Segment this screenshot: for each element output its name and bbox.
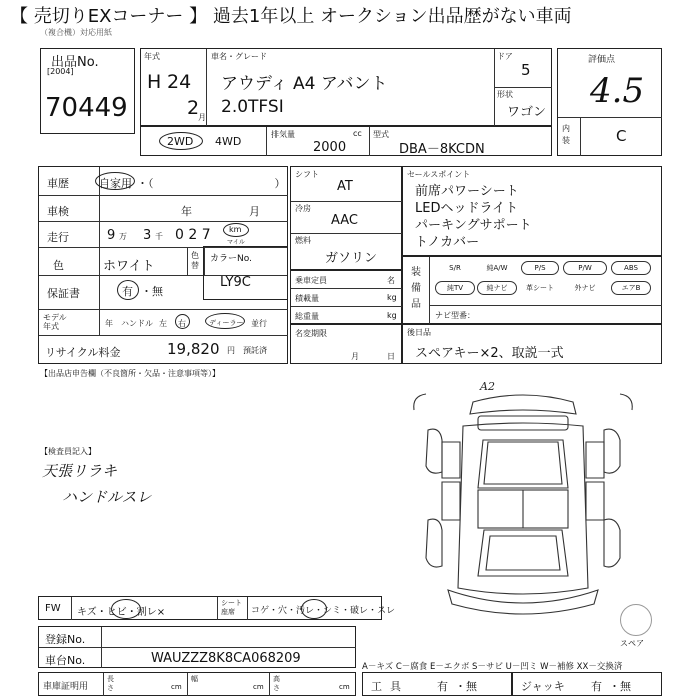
equip-airbag: エアB [611, 281, 651, 295]
model-year-unit: 年 [105, 319, 113, 328]
lot-box [40, 48, 135, 134]
cert-height: 高さ [273, 675, 280, 692]
dealer-label: ディーラー [209, 319, 244, 327]
lot-year-tag: [2004] [47, 67, 74, 76]
recycle-value: 19,820 [167, 340, 220, 358]
cert-label: 車庫証明用 [43, 682, 89, 692]
seat-content: コゲ・穴・汚レ・シミ・破レ・スレ [251, 606, 396, 616]
interior-value: C [616, 127, 627, 145]
model-name: アウディ A4 アバント [221, 74, 388, 94]
sales-point-1: 前席パワーシート [415, 184, 519, 199]
color-label: 色 [53, 259, 64, 272]
equipment-label: 装備品 [411, 267, 421, 310]
reg-change-block [290, 324, 402, 364]
equipment-block [402, 256, 662, 324]
jack-no: ・無 [609, 680, 631, 693]
warranty-no: ・無 [141, 285, 163, 298]
color-code-box [203, 246, 288, 300]
seller-notes-label: 【出品店申告欄（不良箇所・欠品・注意事項等）】 [40, 369, 220, 378]
jack-block [512, 672, 662, 696]
model-label: 車名・グレード [211, 52, 267, 61]
model-year-label: モデル年式 [43, 313, 67, 331]
reg-change-month: 月 [351, 352, 359, 361]
cert-length: 長さ [107, 675, 114, 692]
load-label: 積載量 [295, 294, 319, 303]
jack-label: ジャッキ [521, 680, 565, 693]
spec-row [140, 126, 552, 156]
shaken-month-unit: 月 [249, 205, 260, 218]
score-value: 4.5 [590, 71, 645, 111]
reg-change-day: 日 [387, 352, 395, 361]
year-value: 24 [167, 71, 192, 93]
later-label: 後日品 [407, 328, 431, 337]
tools-label: 工具 [371, 680, 409, 693]
tools-block [362, 672, 512, 696]
cert-length-unit: cm [171, 683, 182, 691]
color-change-label: 色替 [191, 251, 199, 270]
jack-yes: 有 [591, 680, 602, 693]
lot-label: 出品No. [51, 55, 99, 70]
fuel-value: ガソリン [325, 251, 378, 266]
displacement-unit: cc [353, 129, 362, 138]
mileage-label: 走行 [47, 231, 69, 244]
inspector-note-2: ハンドルスレ [62, 488, 152, 506]
weight-label: 総重量 [295, 312, 319, 321]
tools-no: ・無 [455, 680, 477, 693]
history-selected: 自家用 [99, 177, 132, 190]
spare-tire-icon [620, 604, 652, 636]
vehicle-info-block [140, 48, 552, 126]
inspector-note-1: 天張リラキ [42, 462, 118, 480]
sub-header: （複合機）対応用紙 [40, 28, 112, 37]
drive-4wd: 4WD [215, 135, 242, 148]
interior-label: 内装 [562, 124, 570, 145]
mileage-digits: 0 2 7 [175, 227, 211, 243]
fw-label: FW [45, 603, 61, 614]
lot-number: 70449 [45, 93, 128, 123]
equip-abs: ABS [611, 261, 651, 275]
shape-value: ワゴン [507, 105, 547, 120]
fuel-label: 燃料 [295, 236, 311, 245]
load-unit: kg [387, 293, 397, 302]
sales-point-3: パーキングサポート [415, 218, 532, 233]
chassis-label: 車台No. [45, 654, 86, 667]
fw-content: キズ・ヒビ・割レ× [77, 607, 166, 618]
warranty-yes: 有 [122, 285, 133, 298]
year-month: 2 [187, 97, 200, 119]
spare-label: スペア [620, 639, 644, 648]
mileage-man: 9 [107, 228, 116, 243]
fw-row [38, 596, 396, 620]
doors-value: 5 [521, 61, 531, 79]
shift-label: シフト [295, 170, 319, 179]
sales-point-2: LEDヘッドライト [415, 201, 519, 216]
import-label: 並行 [251, 319, 267, 328]
mileage-mile: マイル [227, 239, 245, 246]
ac-value: AAC [331, 213, 358, 228]
shape-label: 形状 [497, 90, 513, 99]
mileage-sen: 3 [143, 228, 152, 243]
recycle-label: リサイクル料金 [45, 346, 121, 359]
navi-model-label: ナビ型番： [435, 311, 475, 320]
capacity-label: 乗車定員 [295, 276, 327, 285]
sales-points-label: セールスポイント [407, 170, 471, 179]
registration-block [38, 626, 356, 668]
score-label: 評価点 [588, 55, 616, 65]
handle-left: 左 [159, 319, 167, 328]
model-grade: 2.0TFSI [221, 97, 284, 117]
mark-a2: A2 [480, 380, 495, 393]
displacement-label: 排気量 [271, 130, 295, 139]
recycle-unit: 円 [227, 346, 235, 355]
displacement-value: 2000 [313, 140, 347, 155]
shaken-year-unit: 年 [181, 205, 192, 218]
color-code-label: カラーNo. [210, 254, 252, 264]
year-month-unit: 月 [198, 113, 206, 122]
tools-yes: 有 [437, 680, 448, 693]
banner-title: 【 売切りEXコーナー 】 過去1年以上 オークション出品歴がない車両 [10, 6, 572, 27]
doors-label: ドア [497, 52, 513, 61]
car-damage-diagram [408, 380, 638, 624]
equip-pw: P/W [563, 261, 607, 275]
later-value: スペアキー×2、取説一式 [415, 346, 564, 361]
color-code-value: LY9C [220, 275, 251, 290]
history-rest: ・（ ） [137, 177, 286, 190]
chassis-value: WAUZZZ8K8CA068209 [151, 651, 301, 666]
equip-leather: 革シート [526, 284, 554, 292]
type-value: DBA－8KCDN [399, 142, 485, 157]
cert-width: 幅 [191, 675, 198, 683]
capacity-unit: 名 [387, 276, 395, 285]
equip-sr: S/R [449, 264, 461, 272]
inspector-label: 【検査員記入】 [40, 447, 96, 456]
drive-2wd: 2WD [167, 135, 194, 148]
type-label: 型式 [373, 130, 389, 139]
cert-height-unit: cm [339, 683, 350, 691]
registration-label: 登録No. [45, 633, 86, 646]
warranty-label: 保証書 [47, 287, 80, 300]
reg-change-label: 名変期限 [295, 329, 327, 338]
shift-value: AT [337, 179, 353, 194]
sales-point-4: トノカバー [415, 235, 480, 250]
shaken-label: 車検 [47, 205, 69, 218]
score-box [557, 48, 662, 156]
history-label: 車歴 [47, 177, 69, 190]
mileage-man-unit: 万 [119, 232, 127, 241]
equip-ext-navi: 外ナビ [574, 284, 596, 292]
equip-ps: P/S [521, 261, 559, 275]
damage-legend: A－キズ C－腐食 E－エクボ S－サビ U－凹ミ W－補修 XX－交換済 [362, 662, 623, 672]
seat-label: シート座席 [221, 599, 242, 616]
equip-navi: 純ナビ [477, 281, 517, 295]
year-era: H [147, 71, 162, 93]
mileage-km: km [229, 225, 242, 234]
handle-label: ハンドル [121, 319, 153, 328]
sales-points-block [402, 166, 662, 256]
recycle-status: 預託済 [243, 346, 267, 355]
weight-unit: kg [387, 311, 397, 320]
mileage-sen-unit: 千 [155, 232, 163, 241]
drivetrain-block [290, 166, 402, 270]
cert-width-unit: cm [253, 683, 264, 691]
ac-label: 冷房 [295, 204, 311, 213]
handle-right: 右 [178, 319, 186, 328]
later-items-block [402, 324, 662, 364]
capacity-block [290, 270, 402, 324]
year-label: 年式 [144, 52, 160, 61]
color-value: ホワイト [103, 259, 155, 274]
equip-tv: 純TV [435, 281, 475, 295]
equip-alloy: 純A/W [486, 264, 508, 272]
garage-cert-block [38, 672, 356, 696]
